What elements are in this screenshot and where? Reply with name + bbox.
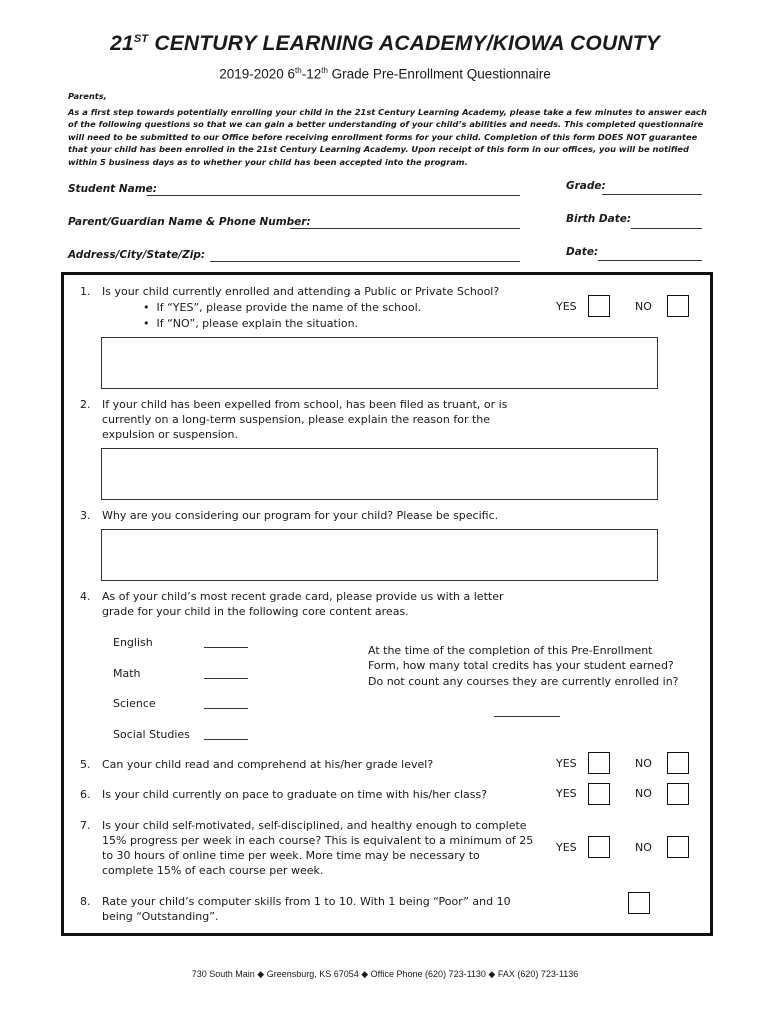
q2-line2: currently on a long-term suspension, please explain the reason for the xyxy=(102,413,491,426)
q1-no-checkbox[interactable] xyxy=(667,295,689,317)
english-grade-field[interactable] xyxy=(204,647,248,648)
q7-yes-label: YES xyxy=(556,841,577,854)
credits-field[interactable] xyxy=(494,716,560,717)
q5-no-checkbox[interactable] xyxy=(667,752,689,774)
q4-line1: As of your child’s most recent grade card, please provide us with a letter xyxy=(102,590,504,603)
address-field[interactable] xyxy=(210,261,520,262)
q6-yes-checkbox[interactable] xyxy=(588,783,610,805)
date-label: Date: xyxy=(566,246,599,258)
q8-number: 8. xyxy=(80,895,91,908)
parent-field[interactable] xyxy=(290,228,520,229)
intro-paragraph: As a first step towards potentially enrolling your child in the 21st Century Learning Academy, please take a few minutes to answer each of the following questions so that we can gain a better understanding of your child’s abilities and needs. This completed questionnaire will need to be submitted to our Office before receiving enrollment forms for your child. Completion of this form DOES NOT guarantee that your child has been enrolled in the 21st Century Learning Academy. Upon receipt of this form in our offices, you will be notified within 5 business days as to whether your child has been accepted into the program. xyxy=(68,107,707,167)
q7-no-label: NO xyxy=(635,841,652,854)
subject-social-studies: Social Studies xyxy=(113,728,190,741)
q2-line1: If your child has been expelled from school, has been filed as truant, or is xyxy=(102,398,508,411)
parent-label: Parent/Guardian Name & Phone Number: xyxy=(68,216,311,228)
q7-line3: to 30 hours of online time per week. More time may be necessary to xyxy=(102,849,480,862)
birth-date-label: Birth Date: xyxy=(566,213,632,225)
page-subtitle: 2019-2020 6th-12th Grade Pre-Enrollment Questionnaire xyxy=(219,66,551,82)
credits-line2: Form, how many total credits has your student earned? xyxy=(368,659,674,672)
q6-no-checkbox[interactable] xyxy=(667,783,689,805)
q5-yes-checkbox[interactable] xyxy=(588,752,610,774)
page-title: 21ST CENTURY LEARNING ACADEMY/KIOWA COUNTY xyxy=(110,32,660,55)
q1-yes-checkbox[interactable] xyxy=(588,295,610,317)
q7-no-checkbox[interactable] xyxy=(667,836,689,858)
student-name-field[interactable] xyxy=(147,195,520,196)
intro-salutation: Parents, xyxy=(68,91,107,101)
q2-answer-box[interactable] xyxy=(101,448,658,500)
q5-number: 5. xyxy=(80,758,91,771)
q1-number: 1. xyxy=(80,285,91,298)
subject-science: Science xyxy=(113,697,156,710)
q8-rating-box[interactable] xyxy=(628,892,650,914)
q1-answer-box[interactable] xyxy=(101,337,658,389)
q6-yes-label: YES xyxy=(556,787,577,800)
q7-line2: 15% progress per week in each course? This is equivalent to a minimum of 25 xyxy=(102,834,534,847)
q3-number: 3. xyxy=(80,509,91,522)
grade-label: Grade: xyxy=(566,180,606,192)
q6-number: 6. xyxy=(80,788,91,801)
footer-address: 730 South Main ◆ Greensburg, KS 67054 ◆ Office Phone (620) 723-1130 ◆ FAX (620) 723-1136 xyxy=(191,969,579,979)
q1-yes-label: YES xyxy=(556,300,577,313)
q7-number: 7. xyxy=(80,819,91,832)
subject-math: Math xyxy=(113,667,141,680)
q8-line2: being “Outstanding”. xyxy=(102,910,219,923)
q3-text: Why are you considering our program for your child? Please be specific. xyxy=(102,509,499,522)
credits-line1: At the time of the completion of this Pre-Enrollment xyxy=(368,644,653,657)
credits-line3: Do not count any courses they are currently enrolled in? xyxy=(368,675,679,688)
q1-text: Is your child currently enrolled and attending a Public or Private School? xyxy=(102,285,500,298)
q3-answer-box[interactable] xyxy=(101,529,658,581)
q4-line2: grade for your child in the following core content areas. xyxy=(102,605,409,618)
q1-bullet-yes: • If “YES”, please provide the name of the school. xyxy=(143,301,422,314)
q6-text: Is your child currently on pace to graduate on time with his/her class? xyxy=(102,788,488,801)
student-name-label: Student Name: xyxy=(68,183,157,195)
q1-no-label: NO xyxy=(635,300,652,313)
science-grade-field[interactable] xyxy=(204,708,248,709)
q6-no-label: NO xyxy=(635,787,652,800)
q4-number: 4. xyxy=(80,590,91,603)
q8-line1: Rate your child’s computer skills from 1 to 10. With 1 being “Poor” and 10 xyxy=(102,895,511,908)
q1-bullet-no: • If “NO”, please explain the situation. xyxy=(143,317,359,330)
social-studies-grade-field[interactable] xyxy=(204,739,248,740)
address-label: Address/City/State/Zip: xyxy=(68,249,206,261)
q2-line3: expulsion or suspension. xyxy=(102,428,238,441)
math-grade-field[interactable] xyxy=(204,678,248,679)
q5-no-label: NO xyxy=(635,757,652,770)
date-field[interactable] xyxy=(598,260,702,261)
birth-date-field[interactable] xyxy=(631,228,702,229)
q7-line4: complete 15% of each course per week. xyxy=(102,864,324,877)
q2-number: 2. xyxy=(80,398,91,411)
q5-yes-label: YES xyxy=(556,757,577,770)
q7-line1: Is your child self-motivated, self-disciplined, and healthy enough to complete xyxy=(102,819,527,832)
q7-yes-checkbox[interactable] xyxy=(588,836,610,858)
q5-text: Can your child read and comprehend at his/her grade level? xyxy=(102,758,434,771)
subject-english: English xyxy=(113,636,153,649)
grade-field[interactable] xyxy=(602,194,702,195)
